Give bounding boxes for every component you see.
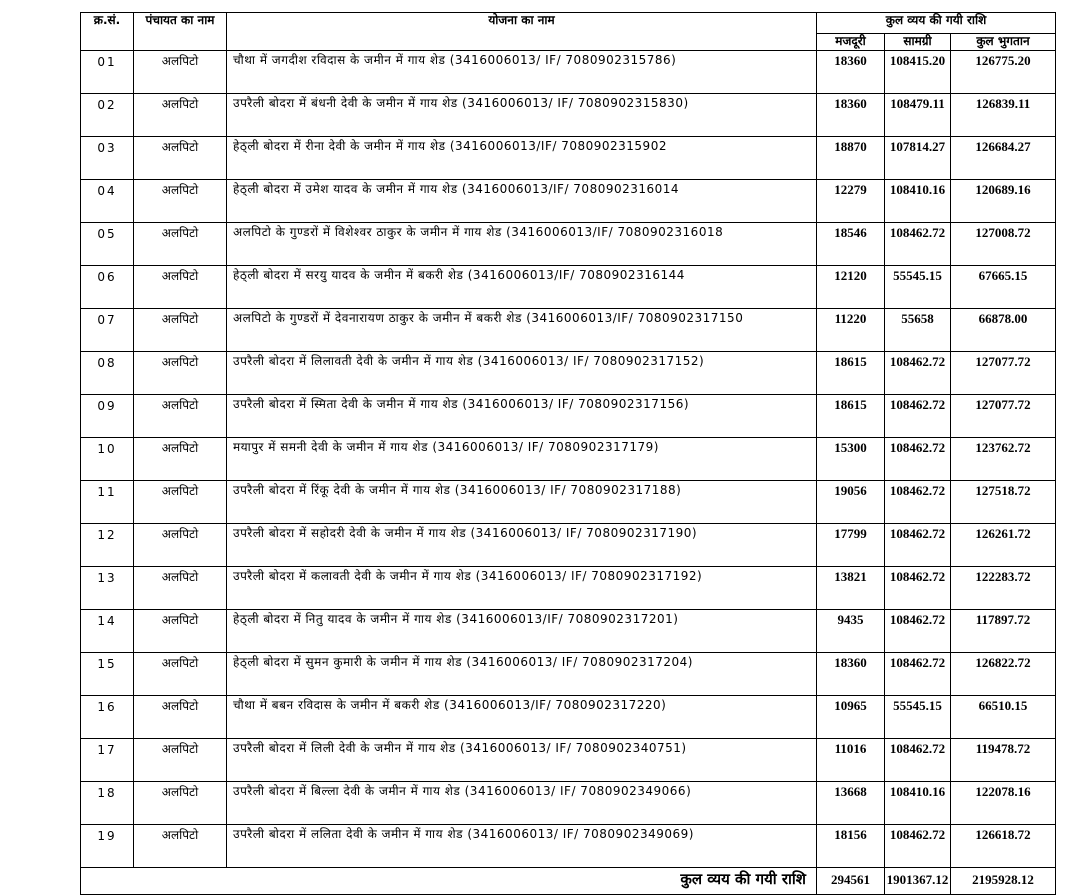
scheme-cell: हेठ्ली बोदरा में सुमन कुमारी के जमीन में गाय शेड (3416006013/ IF/ 7080902317204) xyxy=(227,653,817,696)
scheme-cell: उपरैली बोदरा में कलावती देवी के जमीन में गाय शेड (3416006013/ IF/ 7080902317192) xyxy=(227,567,817,610)
wages-cell: 15300 xyxy=(817,438,885,481)
wages-cell: 19056 xyxy=(817,481,885,524)
table-row xyxy=(81,782,1056,825)
wages-cell: 9435 xyxy=(817,610,885,653)
total-wages: 294561 xyxy=(817,868,885,895)
material-cell: 108479.11 xyxy=(885,94,951,137)
wages-cell: 18546 xyxy=(817,223,885,266)
material-cell: 55545.15 xyxy=(885,266,951,309)
scheme-cell: उपरैली बोदरा में ललिता देवी के जमीन में गाय शेड (3416006013/ IF/ 7080902349069) xyxy=(227,825,817,868)
table-row xyxy=(81,567,1056,610)
serial-cell: 09 xyxy=(81,395,134,438)
material-cell: 107814.27 xyxy=(885,137,951,180)
table-row xyxy=(81,94,1056,137)
scheme-cell: हेठ्ली बोदरा में सरयु यादव के जमीन में बकरी शेड (3416006013/IF/ 7080902316144 xyxy=(227,266,817,309)
table-row xyxy=(81,696,1056,739)
total-payment-cell: 126775.20 xyxy=(951,51,1056,94)
panchayat-cell: अलपिटो xyxy=(134,438,227,481)
total-payment-cell: 123762.72 xyxy=(951,438,1056,481)
panchayat-cell: अलपिटो xyxy=(134,395,227,438)
table-row xyxy=(81,610,1056,653)
scheme-cell: उपरैली बोदरा में लिलावती देवी के जमीन में गाय शेड (3416006013/ IF/ 7080902317152) xyxy=(227,352,817,395)
scheme-cell: उपरैली बोदरा में सहोदरी देवी के जमीन में गाय शेड (3416006013/ IF/ 7080902317190) xyxy=(227,524,817,567)
table-row xyxy=(81,137,1056,180)
serial-cell: 14 xyxy=(81,610,134,653)
panchayat-cell: अलपिटो xyxy=(134,610,227,653)
panchayat-cell: अलपिटो xyxy=(134,51,227,94)
material-cell: 108410.16 xyxy=(885,782,951,825)
serial-cell: 17 xyxy=(81,739,134,782)
scheme-cell: हेठ्ली बोदरा में नितु यादव के जमीन में गाय शेड (3416006013/IF/ 7080902317201) xyxy=(227,610,817,653)
total-payment-cell: 126618.72 xyxy=(951,825,1056,868)
wages-cell: 18156 xyxy=(817,825,885,868)
wages-cell: 10965 xyxy=(817,696,885,739)
wages-cell: 12120 xyxy=(817,266,885,309)
panchayat-cell: अलपिटो xyxy=(134,782,227,825)
total-payment-cell: 122078.16 xyxy=(951,782,1056,825)
panchayat-cell: अलपिटो xyxy=(134,524,227,567)
table-row xyxy=(81,395,1056,438)
table-row xyxy=(81,266,1056,309)
table-row xyxy=(81,739,1056,782)
total-material: 1901367.12 xyxy=(885,868,951,895)
panchayat-cell: अलपिटो xyxy=(134,223,227,266)
total-payment-cell: 67665.15 xyxy=(951,266,1056,309)
serial-cell: 18 xyxy=(81,782,134,825)
panchayat-cell: अलपिटो xyxy=(134,481,227,524)
serial-cell: 02 xyxy=(81,94,134,137)
total-payment-cell: 119478.72 xyxy=(951,739,1056,782)
total-payment-cell: 127077.72 xyxy=(951,352,1056,395)
panchayat-cell: अलपिटो xyxy=(134,94,227,137)
serial-cell: 05 xyxy=(81,223,134,266)
table-row xyxy=(81,524,1056,567)
serial-cell: 15 xyxy=(81,653,134,696)
serial-cell: 16 xyxy=(81,696,134,739)
scheme-cell: उपरैली बोदरा में लिली देवी के जमीन में गाय शेड (3416006013/ IF/ 7080902340751) xyxy=(227,739,817,782)
serial-cell: 06 xyxy=(81,266,134,309)
scheme-cell: उपरैली बोदरा में बिल्ला देवी के जमीन में गाय शेड (3416006013/ IF/ 7080902349066) xyxy=(227,782,817,825)
wages-cell: 17799 xyxy=(817,524,885,567)
expenditure-table xyxy=(80,12,1056,895)
panchayat-cell: अलपिटो xyxy=(134,309,227,352)
total-payment-cell: 126839.11 xyxy=(951,94,1056,137)
scheme-cell: अलपिटो के गुण्डरों में देवनारायण ठाकुर के जमीन में बकरी शेड (3416006013/IF/ 7080902317150 xyxy=(227,309,817,352)
material-cell: 108462.72 xyxy=(885,438,951,481)
wages-cell: 18360 xyxy=(817,653,885,696)
table-row xyxy=(81,223,1056,266)
total-payment-cell: 127008.72 xyxy=(951,223,1056,266)
panchayat-cell: अलपिटो xyxy=(134,567,227,610)
panchayat-cell: अलपिटो xyxy=(134,180,227,223)
serial-cell: 19 xyxy=(81,825,134,868)
table-row xyxy=(81,825,1056,868)
total-payment-cell: 117897.72 xyxy=(951,610,1056,653)
wages-cell: 13821 xyxy=(817,567,885,610)
wages-header: मजदूरी xyxy=(817,34,885,51)
total-label: कुल व्यय की गयी राशि xyxy=(81,868,817,895)
scheme-cell: अलपिटो के गुण्डरों में विशेश्वर ठाकुर के जमीन में गाय शेड (3416006013/IF/ 7080902316018 xyxy=(227,223,817,266)
wages-cell: 18615 xyxy=(817,352,885,395)
scheme-cell: उपरैली बोदरा में रिंकू देवी के जमीन में गाय शेड (3416006013/ IF/ 7080902317188) xyxy=(227,481,817,524)
total-payment-cell: 127077.72 xyxy=(951,395,1056,438)
serial-cell: 01 xyxy=(81,51,134,94)
total-payment-cell: 126684.27 xyxy=(951,137,1056,180)
scheme-cell: उपरैली बोदरा में बंधनी देवी के जमीन में गाय शेड (3416006013/ IF/ 7080902315830) xyxy=(227,94,817,137)
total-row xyxy=(81,868,1056,895)
serial-cell: 08 xyxy=(81,352,134,395)
table-row xyxy=(81,653,1056,696)
material-cell: 108462.72 xyxy=(885,653,951,696)
wages-cell: 11220 xyxy=(817,309,885,352)
table-row xyxy=(81,352,1056,395)
table-body xyxy=(81,51,1056,868)
scheme-cell: हेठ्ली बोदरा में रीना देवी के जमीन में गाय शेड (3416006013/IF/ 7080902315902 xyxy=(227,137,817,180)
panchayat-cell: अलपिटो xyxy=(134,266,227,309)
total-payment-cell: 126822.72 xyxy=(951,653,1056,696)
scheme-cell: चौथा में जगदीश रविदास के जमीन में गाय शेड (3416006013/ IF/ 7080902315786) xyxy=(227,51,817,94)
panchayat-header: पंचायत का नाम xyxy=(134,13,227,51)
wages-cell: 12279 xyxy=(817,180,885,223)
total-payment-cell: 122283.72 xyxy=(951,567,1056,610)
total-spent-group-header: कुल व्यय की गयी राशि xyxy=(817,13,1056,34)
material-cell: 108415.20 xyxy=(885,51,951,94)
wages-cell: 13668 xyxy=(817,782,885,825)
material-cell: 108462.72 xyxy=(885,524,951,567)
panchayat-cell: अलपिटो xyxy=(134,739,227,782)
serial-header: क्र.सं. xyxy=(81,13,134,51)
material-cell: 108462.72 xyxy=(885,352,951,395)
scheme-cell: उपरैली बोदरा में स्मिता देवी के जमीन में गाय शेड (3416006013/ IF/ 7080902317156) xyxy=(227,395,817,438)
table-row xyxy=(81,438,1056,481)
serial-cell: 12 xyxy=(81,524,134,567)
serial-cell: 10 xyxy=(81,438,134,481)
total-payment: 2195928.12 xyxy=(951,868,1056,895)
panchayat-cell: अलपिटो xyxy=(134,653,227,696)
total-payment-cell: 66510.15 xyxy=(951,696,1056,739)
scheme-cell: चौथा में बबन रविदास के जमीन में बकरी शेड (3416006013/IF/ 7080902317220) xyxy=(227,696,817,739)
material-cell: 108462.72 xyxy=(885,825,951,868)
wages-cell: 11016 xyxy=(817,739,885,782)
table-row xyxy=(81,481,1056,524)
total-payment-cell: 126261.72 xyxy=(951,524,1056,567)
serial-cell: 04 xyxy=(81,180,134,223)
panchayat-cell: अलपिटो xyxy=(134,696,227,739)
material-cell: 55545.15 xyxy=(885,696,951,739)
wages-cell: 18615 xyxy=(817,395,885,438)
table-row xyxy=(81,180,1056,223)
panchayat-cell: अलपिटो xyxy=(134,137,227,180)
scheme-cell: हेठ्ली बोदरा में उमेश यादव के जमीन में गाय शेड (3416006013/IF/ 7080902316014 xyxy=(227,180,817,223)
serial-cell: 03 xyxy=(81,137,134,180)
material-cell: 108462.72 xyxy=(885,739,951,782)
total-payment-header: कुल भुगतान xyxy=(951,34,1056,51)
material-cell: 108462.72 xyxy=(885,567,951,610)
wages-cell: 18870 xyxy=(817,137,885,180)
material-cell: 108462.72 xyxy=(885,481,951,524)
material-cell: 108462.72 xyxy=(885,223,951,266)
table-row xyxy=(81,309,1056,352)
serial-cell: 07 xyxy=(81,309,134,352)
material-cell: 108462.72 xyxy=(885,610,951,653)
material-cell: 108410.16 xyxy=(885,180,951,223)
serial-cell: 11 xyxy=(81,481,134,524)
wages-cell: 18360 xyxy=(817,94,885,137)
serial-cell: 13 xyxy=(81,567,134,610)
wages-cell: 18360 xyxy=(817,51,885,94)
total-payment-cell: 127518.72 xyxy=(951,481,1056,524)
material-header: सामग्री xyxy=(885,34,951,51)
panchayat-cell: अलपिटो xyxy=(134,825,227,868)
material-cell: 108462.72 xyxy=(885,395,951,438)
table-row xyxy=(81,51,1056,94)
panchayat-cell: अलपिटो xyxy=(134,352,227,395)
total-payment-cell: 120689.16 xyxy=(951,180,1056,223)
scheme-header: योजना का नाम xyxy=(227,13,817,51)
scheme-cell: मयापुर में समनी देवी के जमीन में गाय शेड (3416006013/ IF/ 7080902317179) xyxy=(227,438,817,481)
total-payment-cell: 66878.00 xyxy=(951,309,1056,352)
material-cell: 55658 xyxy=(885,309,951,352)
